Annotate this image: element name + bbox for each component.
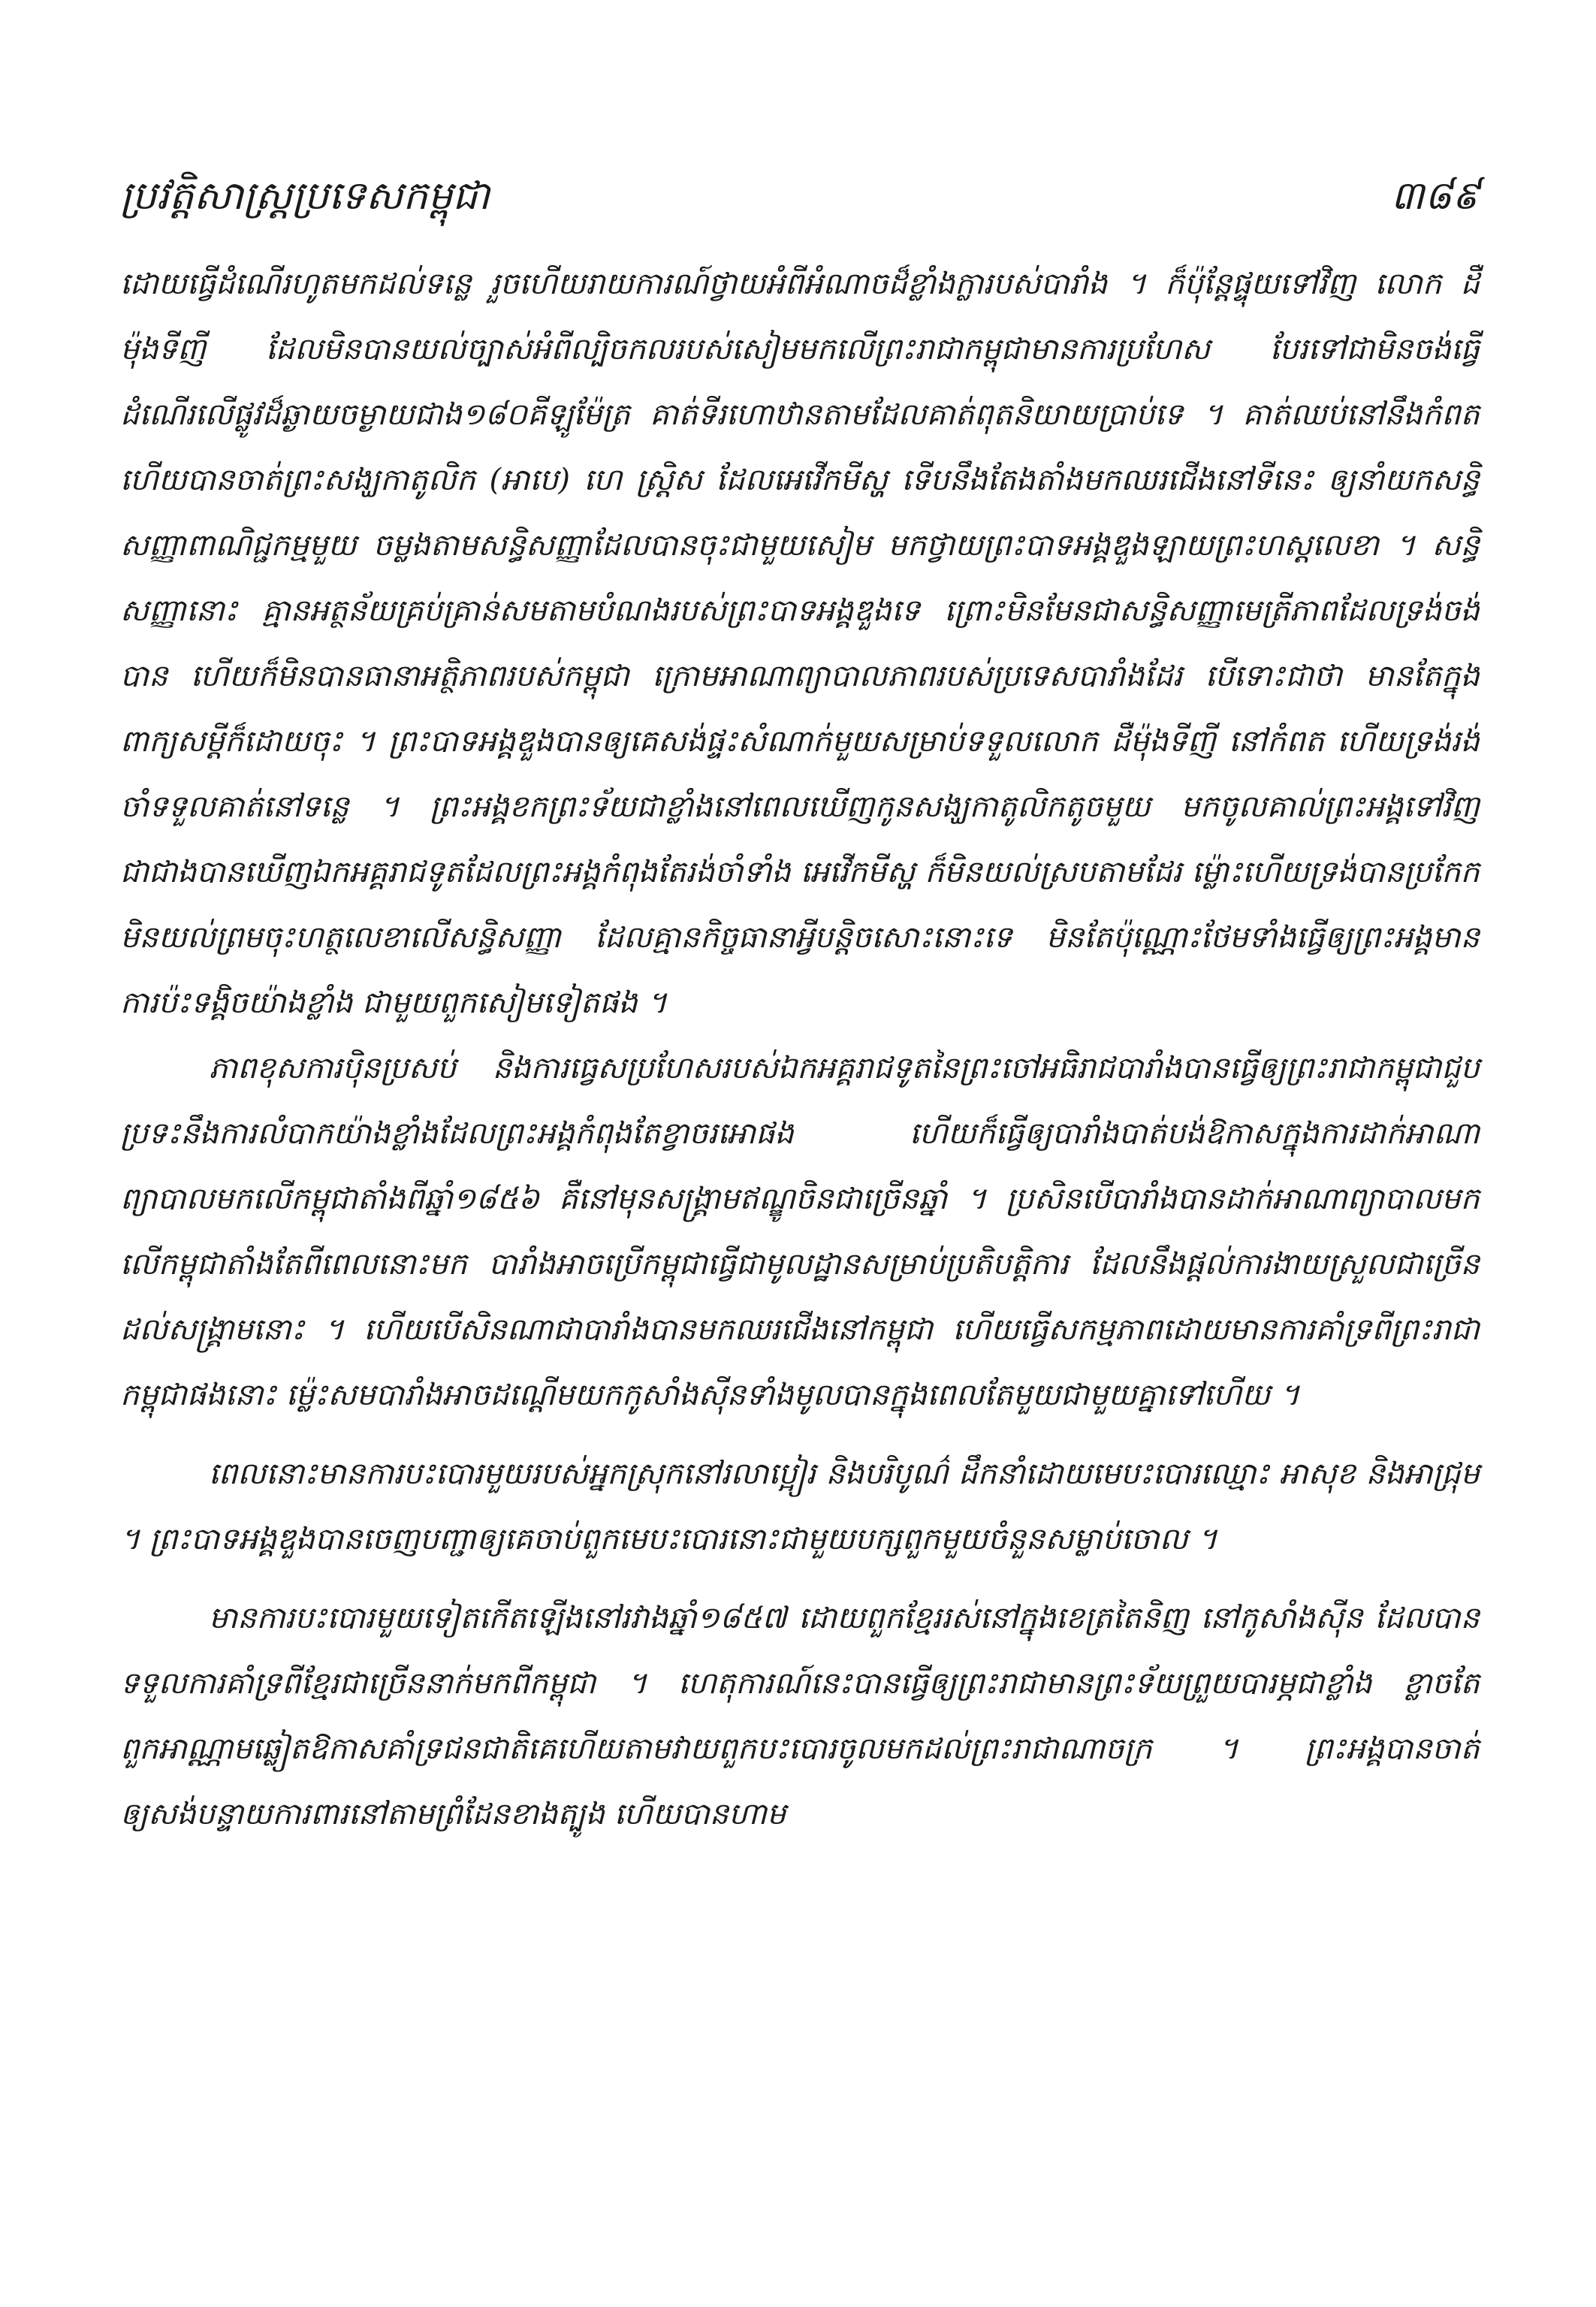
paragraph-3: ពេលនោះមានការបះបោរមួយរបស់អ្នកស្រុកនៅរលាប្អៀរ និងបរិបូណ៌ ដឹកនាំដោយមេបះបោរឈ្មោះ អាសុខ និងអាជ្រុម ។ ព្រះបាទអង្គឌួងបានចេញបញ្ជាឲ្យគេចាប់ពួកមេបះបោរនោះជាមួយបក្សពួកមួយចំនួនសម្លាប់ចោល ។	[120, 1457, 1480, 1557]
running-title: ប្រវត្តិសាស្ត្រប្រទេសកម្ពុជា	[120, 173, 490, 219]
body-text	[120, 252, 1480, 1847]
paragraph-1: ដោយធ្វើដំណើរហូតមកដល់ទន្លេ រួចហើយរាយការណ៍ថ្វាយអំពីអំណាចដ៏ខ្លាំងក្លារបស់បារាំង ។ ក៏ប៉ុន្តែផ្ទុយទៅវិញ លោក ដឺម៉ុងទីញី ដែលមិនបានយល់ច្បាស់អំពីល្បិចកលរបស់សៀមមកលើព្រះរាជាកម្ពុជាមានការប្រហែស បែរទៅជាមិនចង់ធ្វើដំណើរលើផ្លូវដ៏ឆ្ងាយចម្ងាយជាង១៨០គីឡូម៉ែត្រ គាត់ទីរហោឋានតាមដែលគាត់ពុតនិយាយប្រាប់ទេ ។ គាត់ឈប់នៅនឹងកំពត ហើយបានចាត់ព្រះសង្ឃកាតូលិក (អាបេ) ហេ ស្រ្តិស ដែលអេវើកមីស្ហ ទើបនឹងតែងតាំងមកឈរជើងនៅទីនេះ ឲ្យនាំយកសន្ធិសញ្ញាពាណិជ្ជកម្មមួយ ចម្លងតាមសន្ធិសញ្ញាដែលបានចុះជាមួយសៀម មកថ្វាយព្រះបាទអង្គឌួងឡាយព្រះហស្តលេខា ។ សន្ធិសញ្ញានោះ គ្មានអត្ថន័យគ្រប់គ្រាន់សមតាមបំណងរបស់ព្រះបាទអង្គឌួងទេ ព្រោះមិនមែនជាសន្ធិសញ្ញាមេត្រីភាពដែលទ្រង់ចង់បាន ហើយក៏មិនបានធានាអត្ថិភាពរបស់កម្ពុជា ក្រោមអាណាព្យាបាលភាពរបស់ប្រទេសបារាំងដែរ បើទោះជាថា មានតែក្នុងពាក្យសម្តីក៏ដោយចុះ ។ ព្រះបាទអង្គឌួងបានឲ្យគេសង់ផ្ទះសំណាក់មួយសម្រាប់ទទួលលោក ដឺម៉ុងទីញី នៅកំពត ហើយទ្រង់រង់ចាំទទួលគាត់នៅទន្លេ ។ ព្រះអង្គខកព្រះទ័យជាខ្លាំងនៅពេលឃើញកូនសង្ឃកាតូលិកតូចមួយ មកចូលគាល់ព្រះអង្គទៅវិញ ជាជាងបានឃើញឯកអគ្គរាជទូតដែលព្រះអង្គកំពុងតែរង់ចាំទាំង អេវើកមីស្ហ ក៏មិនយល់ស្របតាមដែរ ម្ល៉ោះហើយទ្រង់បានប្រកែកមិនយល់ព្រមចុះហត្ថលេខាលើសន្ធិសញ្ញា ដែលគ្មានកិច្ចធានាអ្វីបន្តិចសោះនោះទេ មិនតែប៉ុណ្ណោះថែមទាំងធ្វើឲ្យព្រះអង្គមានការប៉ះទង្គិចយ៉ាងខ្លាំង ជាមួយពួកសៀមទៀតផង ។	[120, 267, 1480, 1020]
page-number: ៣៨៩	[1390, 173, 1480, 219]
paragraph-2: ភាពខុសការប៉ិនប្រសប់ និងការធ្វេសប្រហែសរបស់ឯកអគ្គរាជទូតនៃព្រះចៅអធិរាជបារាំងបានធ្វើឲ្យព្រះរាជាកម្ពុជាជួបប្រទះនឹងការលំបាកយ៉ាងខ្លាំងដែលព្រះអង្គកំពុងតែខ្វាចរអោផង ហើយក៏ធ្វើឲ្យបារាំងបាត់បង់ឱកាសក្នុងការដាក់អាណាព្យាបាលមកលើកម្ពុជាតាំងពីឆ្នាំ១៨៥៦ គឺនៅមុនសង្គ្រាមឥណ្ឌូចិនជាច្រើនឆ្នាំ ។ ប្រសិនបើបារាំងបានដាក់អាណាព្យាបាលមកលើកម្ពុជាតាំងតែពីពេលនោះមក បារាំងអាចប្រើកម្ពុជាធ្វើជាមូលដ្ឋានសម្រាប់ប្រតិបត្តិការ ដែលនឹងផ្តល់ការងាយស្រួលជាច្រើនដល់សង្គ្រាមនោះ ។ ហើយបើសិនណាជាបារាំងបានមកឈរជើងនៅកម្ពុជា ហើយធ្វើសកម្មភាពដោយមានការគាំទ្រពីព្រះរាជាកម្ពុជាផងនោះ ម្ល៉េះសមបារាំងអាចដណ្តើមយកកូសាំងស៊ីនទាំងមូលបានក្នុងពេលតែមួយជាមួយគ្នាទៅហើយ ។	[120, 1051, 1480, 1412]
running-header	[120, 150, 1480, 218]
paragraph-4: មានការបះបោរមួយទៀតកើតឡើងនៅរវាងឆ្នាំ១៨៥៧ ដោយពួកខ្មែររស់នៅក្នុងខេត្រតៃនិញ នៅកូសាំងស៊ីន ដែលបានទទួលការគាំទ្រពីខ្មែរជាច្រើននាក់មកពីកម្ពុជា ។ ហេតុការណ៍នេះបានធ្វើឲ្យព្រះរាជាមានព្រះទ័យព្រួយបារម្ភជាខ្លាំង ខ្លាចតែពួកអាណ្ណាមឆ្លៀតឱកាសគាំទ្រជនជាតិគេហើយតាមវាយពួកបះបោរចូលមកដល់ព្រះរាជាណាចក្រ ។ ព្រះអង្គបានចាត់ឲ្យសង់បន្ទាយការពារនៅតាមព្រំដែនខាងត្បូង ហើយបានហាម	[120, 1601, 1480, 1831]
